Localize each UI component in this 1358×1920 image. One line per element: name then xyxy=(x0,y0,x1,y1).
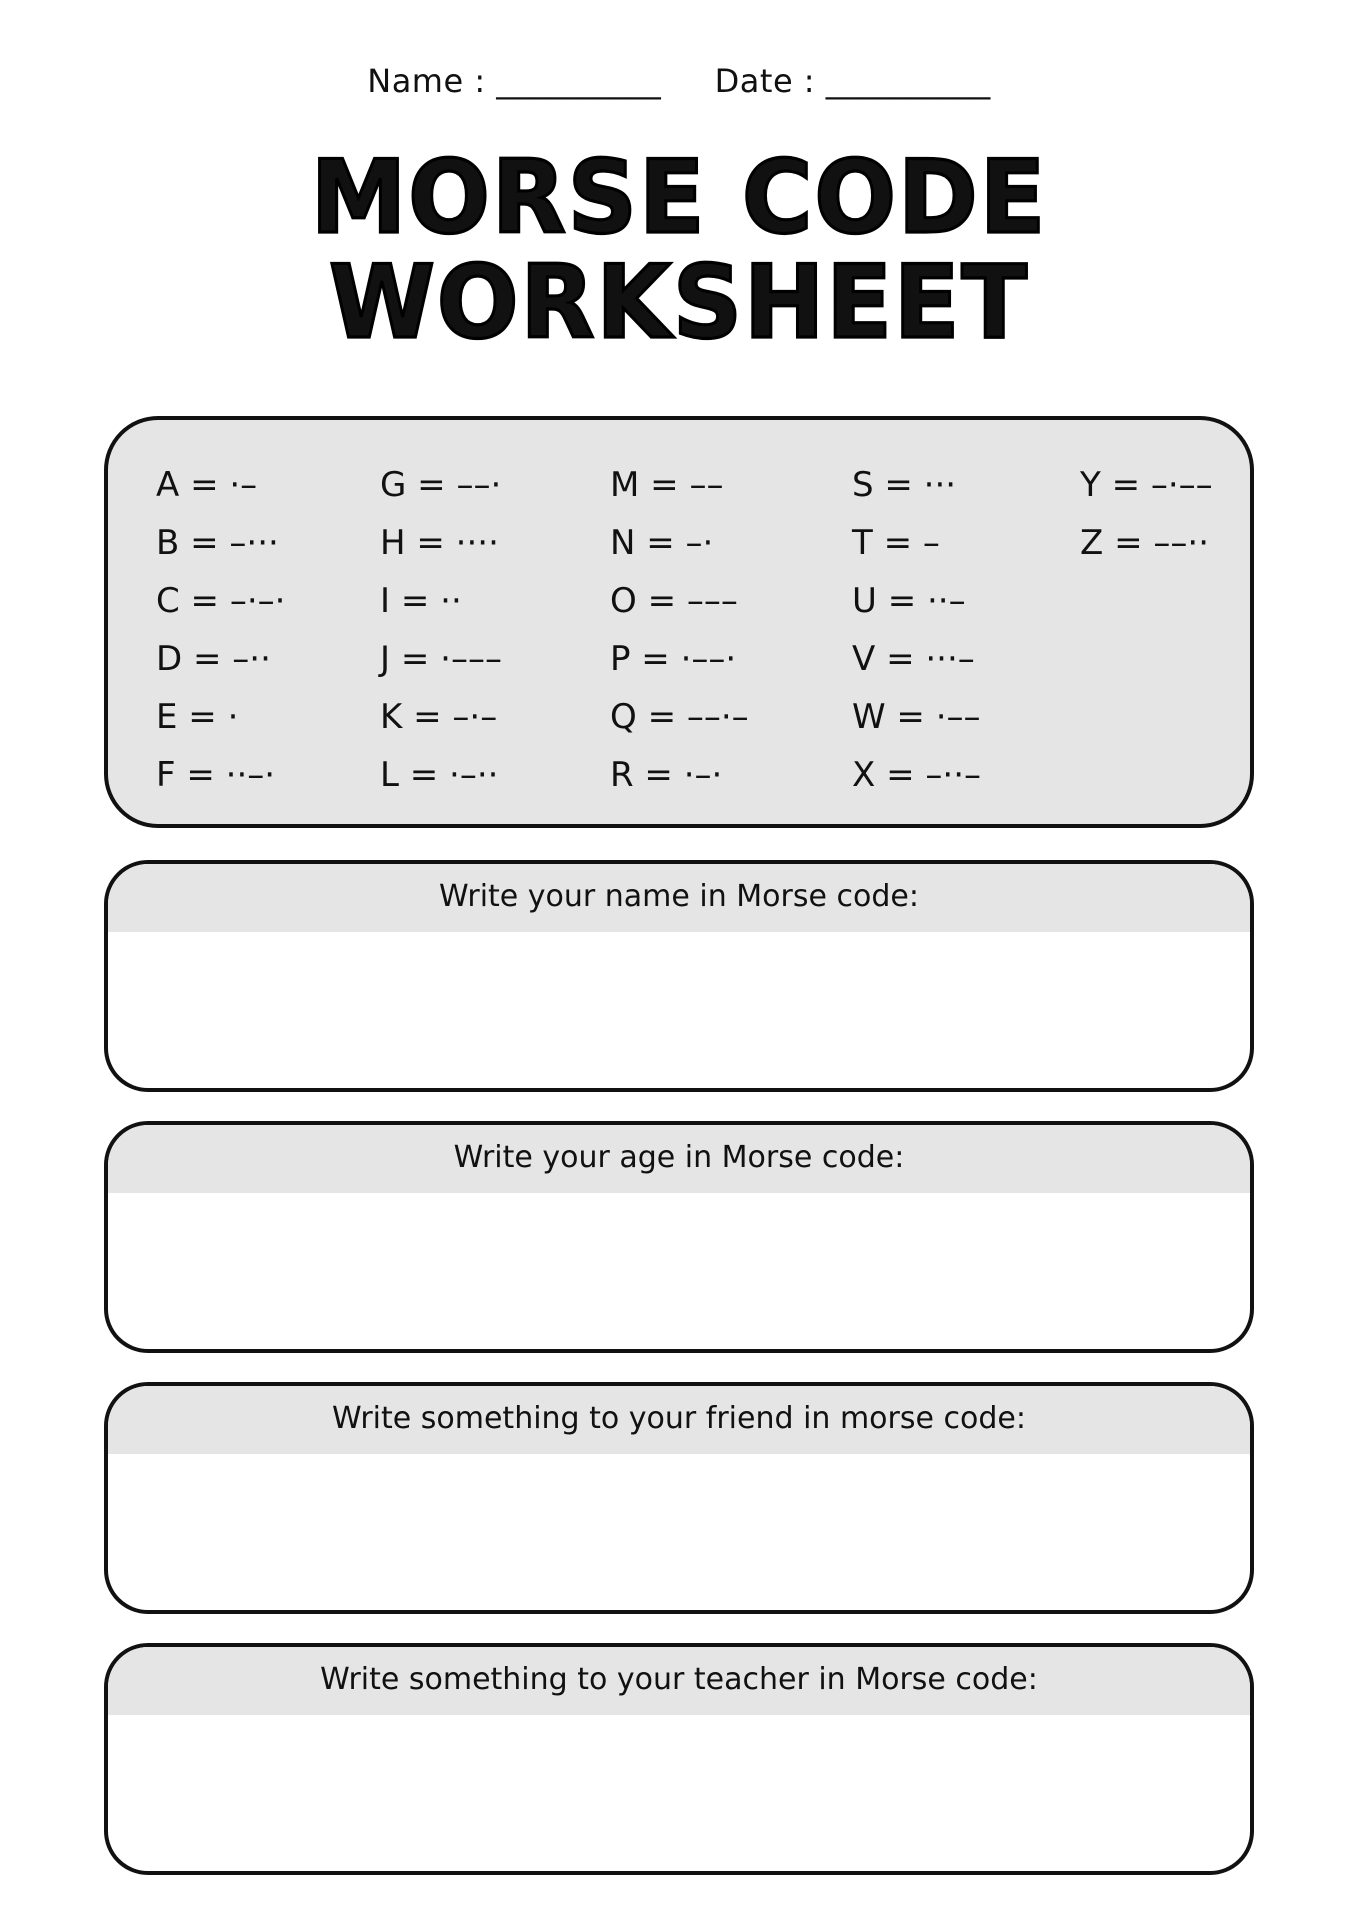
answer-area[interactable] xyxy=(108,932,1250,1092)
key-column-4 xyxy=(852,456,981,804)
key-item: M = –– xyxy=(610,465,724,505)
title-line-1: MORSE CODE xyxy=(310,138,1048,257)
key-item: T = – xyxy=(852,523,940,563)
name-field[interactable]: Name : __________ xyxy=(367,62,662,100)
date-field[interactable]: Date : __________ xyxy=(714,62,991,100)
key-item: D = –·· xyxy=(156,639,271,679)
worksheet-title xyxy=(0,138,1358,362)
key-item: P = ·––· xyxy=(610,639,737,679)
key-column-2 xyxy=(380,456,502,804)
prompt-label: Write your name in Morse code: xyxy=(108,864,1250,932)
key-item: I = ·· xyxy=(380,581,462,621)
key-item: O = ––– xyxy=(610,581,738,621)
key-item: L = ·–·· xyxy=(380,755,499,795)
key-item: K = –·– xyxy=(380,697,498,737)
key-item: E = · xyxy=(156,697,239,737)
key-item: G = ––· xyxy=(380,465,502,505)
prompt-label: Write something to your teacher in Morse code: xyxy=(108,1647,1250,1715)
prompt-label: Write your age in Morse code: xyxy=(108,1125,1250,1193)
key-item: R = ·–· xyxy=(610,755,723,795)
name-date-line xyxy=(0,62,1358,100)
answer-area[interactable] xyxy=(108,1454,1250,1614)
name-answer-box xyxy=(104,860,1254,1092)
key-column-5 xyxy=(1080,456,1213,572)
answer-area[interactable] xyxy=(108,1193,1250,1353)
friend-message-box xyxy=(104,1382,1254,1614)
key-item: A = ·– xyxy=(156,465,258,505)
key-item: B = –··· xyxy=(156,523,279,563)
key-item: F = ··–· xyxy=(156,755,276,795)
title-line-2: WORKSHEET xyxy=(329,243,1029,362)
key-item: J = ·––– xyxy=(380,639,502,679)
key-item: U = ··– xyxy=(852,581,966,621)
age-answer-box xyxy=(104,1121,1254,1353)
key-item: X = –··– xyxy=(852,755,982,795)
key-item: Z = ––·· xyxy=(1080,523,1210,563)
morse-code-key xyxy=(104,416,1254,828)
key-column-1 xyxy=(156,456,285,804)
key-item: V = ···– xyxy=(852,639,975,679)
key-item: Q = ––·– xyxy=(610,697,749,737)
key-item: S = ··· xyxy=(852,465,957,505)
teacher-message-box xyxy=(104,1643,1254,1875)
key-item: Y = –·–– xyxy=(1080,465,1213,505)
key-item: H = ···· xyxy=(380,523,499,563)
key-item: W = ·–– xyxy=(852,697,981,737)
key-item: N = –· xyxy=(610,523,714,563)
key-item: C = –·–· xyxy=(156,581,286,621)
answer-area[interactable] xyxy=(108,1715,1250,1875)
prompt-label: Write something to your friend in morse code: xyxy=(108,1386,1250,1454)
key-column-3 xyxy=(610,456,749,804)
